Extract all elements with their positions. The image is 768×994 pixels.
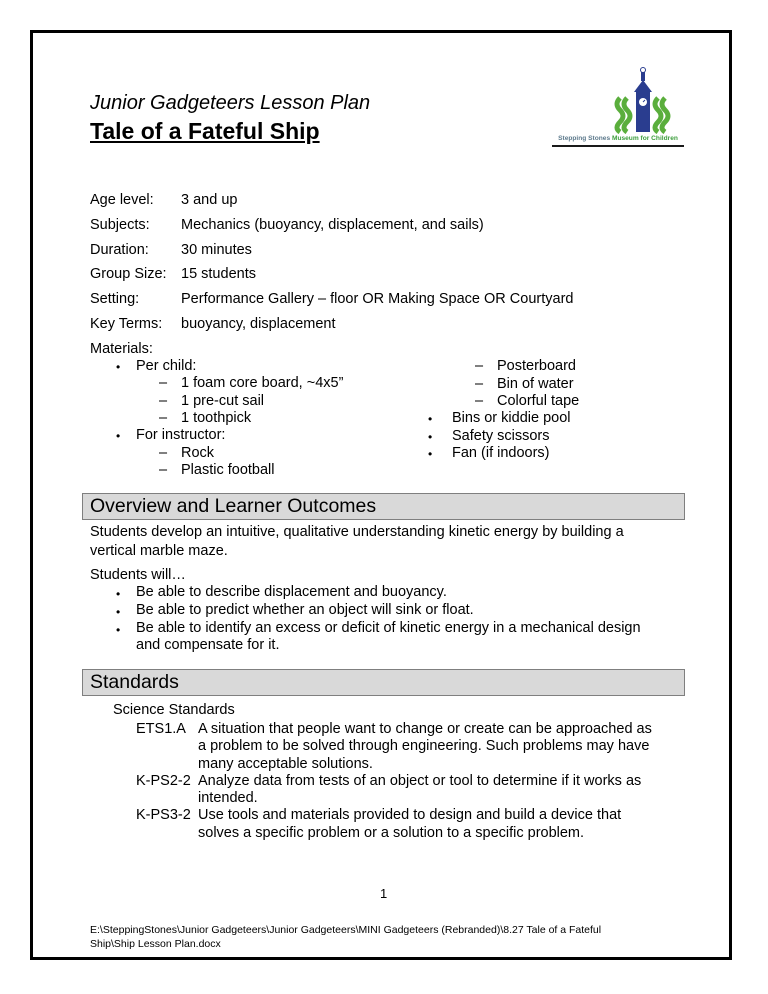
dash-icon: – — [159, 393, 168, 409]
group-size-value: 15 students — [181, 266, 256, 282]
bullet-icon: • — [116, 605, 121, 619]
bullet-icon: • — [116, 587, 121, 601]
dash-icon: – — [475, 393, 484, 409]
dash-icon: – — [159, 462, 168, 478]
dash-icon: – — [159, 410, 168, 426]
standard-text-line: a problem to be solved through engineering. Such problems may have — [198, 738, 650, 754]
key-terms-label: Key Terms: — [90, 316, 163, 332]
standard-text-line: Analyze data from tests of an object or tool to determine if it works as — [198, 773, 642, 789]
dash-icon: – — [159, 445, 168, 461]
material-item: Posterboard — [497, 358, 576, 374]
material-item: Rock — [181, 445, 215, 461]
bullet-icon: • — [428, 430, 433, 444]
subjects-label: Subjects: — [90, 217, 150, 233]
dash-icon: – — [475, 358, 484, 374]
outcome-item-continued: and compensate for it. — [136, 637, 280, 653]
group-size-label: Group Size: — [90, 266, 167, 282]
dash-icon: – — [159, 375, 168, 391]
overview-section-title: Overview and Learner Outcomes — [90, 495, 377, 517]
header-rule — [552, 145, 684, 147]
document-subtitle: Junior Gadgeteers Lesson Plan — [90, 92, 371, 114]
standard-code: ETS1.A — [136, 721, 186, 737]
standards-section-title: Standards — [90, 671, 179, 693]
bullet-icon: • — [428, 447, 433, 461]
footer-file-path — [90, 923, 601, 951]
dash-icon: – — [475, 376, 484, 392]
standard-text-line: many acceptable solutions. — [198, 756, 373, 772]
material-item: Bin of water — [497, 376, 574, 392]
science-standards-heading: Science Standards — [113, 702, 235, 718]
duration-value: 30 minutes — [181, 242, 252, 258]
age-level-value: 3 and up — [181, 192, 238, 208]
overview-paragraph-line: Students develop an intuitive, qualitative understanding kinetic energy by building a — [90, 524, 624, 540]
duration-label: Duration: — [90, 242, 149, 258]
standard-text-line: intended. — [198, 790, 258, 806]
materials-heading: Materials: — [90, 341, 153, 357]
bullet-icon: • — [116, 429, 121, 443]
setting-value: Performance Gallery – floor OR Making Space OR Courtyard — [181, 291, 574, 307]
bullet-icon: • — [116, 360, 121, 374]
document-title: Tale of a Fateful Ship — [90, 118, 320, 144]
footer-line: E:\SteppingStones\Junior Gadgeteers\Junior Gadgeteers\MINI Gadgeteers (Rebranded)\8.27 Tale of a Fateful — [90, 924, 602, 936]
age-level-label: Age level: — [90, 192, 154, 208]
material-item: Bins or kiddie pool — [452, 410, 571, 426]
material-item: Safety scissors — [452, 428, 550, 444]
key-terms-value: buoyancy, displacement — [181, 316, 336, 332]
material-item: Colorful tape — [497, 393, 580, 409]
museum-logo-text: Stepping Stones Museum for Children — [558, 135, 678, 142]
material-item: Plastic football — [181, 462, 275, 478]
museum-logo-graphic — [552, 62, 684, 134]
standard-text-line: solves a specific problem or a solution to a specific problem. — [198, 825, 585, 841]
material-item: Fan (if indoors) — [452, 445, 550, 461]
material-item: 1 pre-cut sail — [181, 393, 265, 409]
bullet-icon: • — [116, 623, 121, 637]
per-child-label: Per child: — [136, 358, 197, 374]
students-will-label: Students will… — [90, 567, 186, 583]
standard-code: K-PS2-2 — [136, 773, 191, 789]
outcome-item: Be able to predict whether an object will sink or float. — [136, 602, 474, 618]
setting-label: Setting: — [90, 291, 140, 307]
for-instructor-label: For instructor: — [136, 427, 226, 443]
footer-line: Ship\Ship Lesson Plan.docx — [90, 938, 221, 950]
standard-text-line: A situation that people want to change or create can be approached as — [198, 721, 652, 737]
overview-paragraph-line: vertical marble maze. — [90, 543, 228, 559]
outcome-item: Be able to identify an excess or deficit of kinetic energy in a mechanical design — [136, 620, 641, 636]
material-item: 1 foam core board, ~4x5” — [181, 375, 344, 391]
standard-code: K-PS3-2 — [136, 807, 191, 823]
museum-logo — [552, 62, 684, 154]
subjects-value: Mechanics (buoyancy, displacement, and sails) — [181, 217, 484, 233]
standard-text-line: Use tools and materials provided to design and build a device that — [198, 807, 622, 823]
material-item: 1 toothpick — [181, 410, 252, 426]
outcome-item: Be able to describe displacement and buoyancy. — [136, 584, 447, 600]
bullet-icon: • — [428, 412, 433, 426]
page-number: 1 — [380, 886, 388, 901]
